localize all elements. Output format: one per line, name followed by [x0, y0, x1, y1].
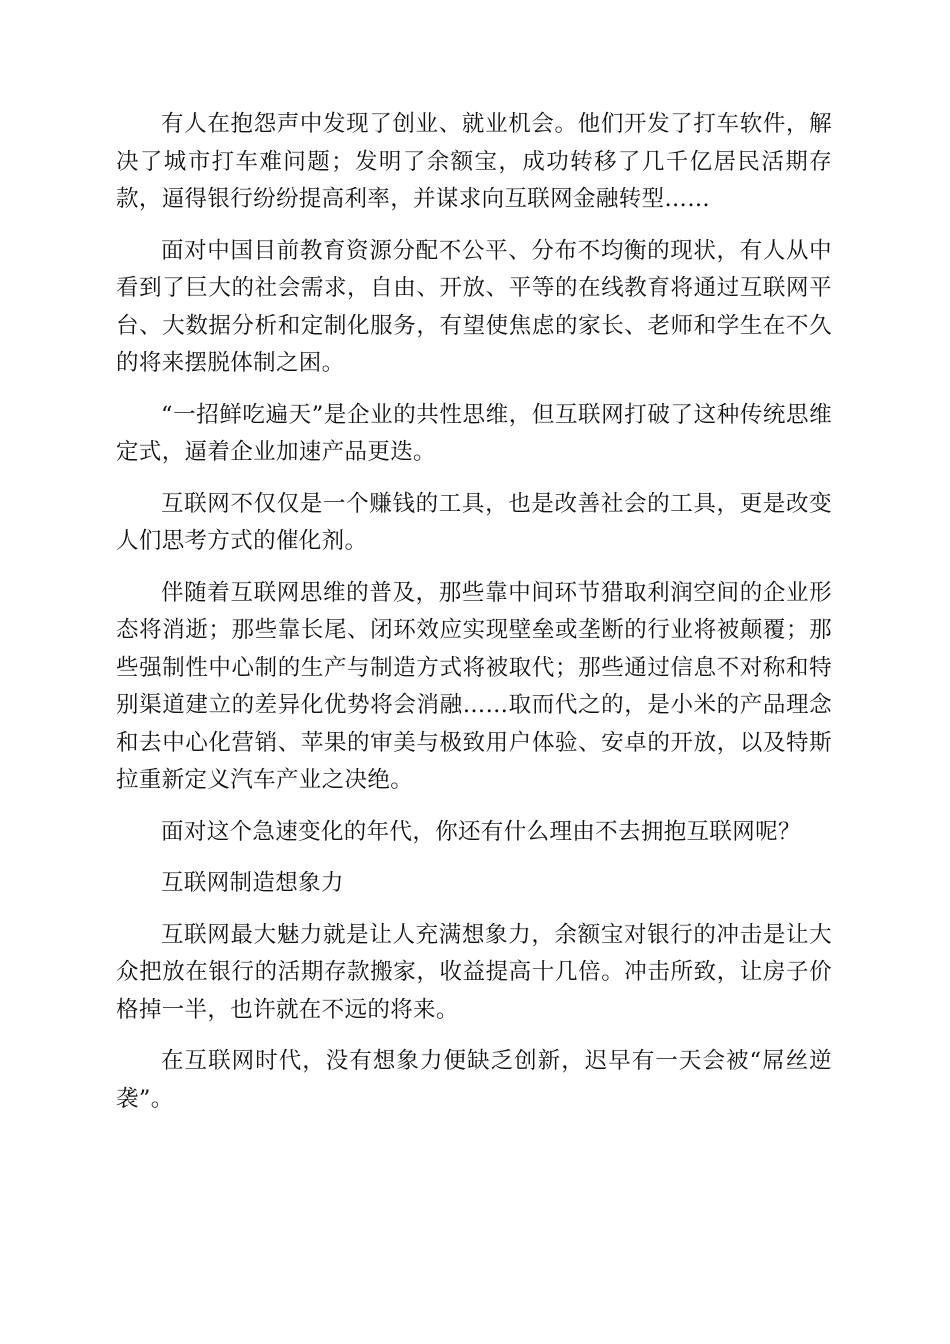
paragraph-4: 互联网不仅仅是一个赚钱的工具，也是改善社会的工具，更是改变人们思考方式的催化剂。 [116, 490, 832, 554]
document-body [116, 106, 832, 1132]
paragraph-1: 有人在抱怨声中发现了创业、就业机会。他们开发了打车软件，解决了城市打车难问题；发明了余额宝，成功转移了几千亿居民活期存款，逼得银行纷纷提高利率，并谋求向互联网金融转型…… [116, 111, 832, 212]
paragraph-8: 在互联网时代，没有想象力便缺乏创新，迟早有一天会被“屌丝逆袭”。 [116, 1048, 832, 1112]
paragraph-2: 面对中国目前教育资源分配不公平、分布不均衡的现状，有人从中看到了巨大的社会需求，自由、开放、平等的在线教育将通过互联网平台、大数据分析和定制化服务，有望使焦虑的家长、老师和学生在不久的将来摆脱体制之困。 [116, 237, 832, 376]
paragraph-6: 面对这个急速变化的年代，你还有什么理由不去拥抱互联网呢？ [161, 818, 801, 845]
section-heading: 互联网制造想象力 [161, 870, 344, 896]
paragraph-7: 互联网最大魅力就是让人充满想象力，余额宝对银行的冲击是让大众把放在银行的活期存款搬家，收益提高十几倍。冲击所致，让房子价格掉一半，也许就在不远的将来。 [116, 921, 832, 1023]
paragraph-3: “一招鲜吃遍天”是企业的共性思维，但互联网打破了这种传统思维定式，逼着企业加速产品更迭。 [116, 401, 832, 465]
paragraph-5: 伴随着互联网思维的普及，那些靠中间环节猎取利润空间的企业形态将消逝；那些靠长尾、闭环效应实现壁垒或垄断的行业将被颠覆；那些强制性中心制的生产与制造方式将被取代；那些通过信息不对称和特别渠道建立的差异化优势将会消融……取而代之的，是小米的产品理念和去中心化营销、苹果的审美与极致用户体验、安卓的开放，以及特斯拉重新定义汽车产业之决绝。 [116, 579, 832, 793]
